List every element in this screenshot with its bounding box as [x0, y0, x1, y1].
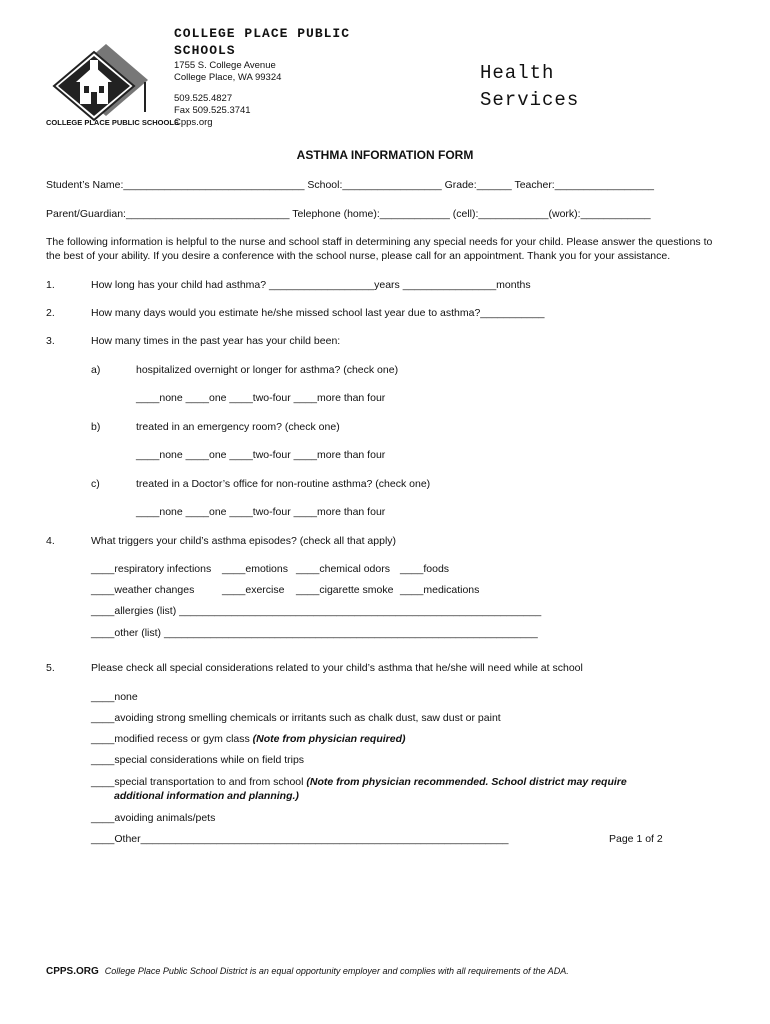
- phone-number: 509.525.4827: [174, 93, 233, 104]
- question-2[interactable]: How many days would you estimate he/she missed school last year due to asthma?___________: [91, 307, 545, 319]
- question-1-number: 1.: [46, 279, 55, 291]
- intro-line-2: the best of your ability. If you desire a conference with the school nurse, please call for an appointment. Thank you for your assistance.: [46, 250, 671, 262]
- footer: [46, 966, 569, 977]
- consideration-other[interactable]: ____Other_______________________________________________________________: [91, 833, 509, 845]
- organization-name: [174, 25, 350, 59]
- page-number: Page 1 of 2: [609, 833, 663, 845]
- question-4-number: 4.: [46, 535, 55, 547]
- question-3a-letter: a): [91, 364, 101, 376]
- question-3: How many times in the past year has your child been:: [91, 335, 341, 347]
- physician-required-note: (Note from physician required): [252, 733, 406, 745]
- city-state-zip: College Place, WA 99324: [174, 72, 282, 83]
- question-3a-options[interactable]: ____none ____one ____two-four ____more than four: [136, 392, 386, 404]
- physician-recommended-note: (Note from physician recommended. School district may require: [306, 776, 627, 788]
- address-block: [174, 60, 281, 84]
- question-3-number: 3.: [46, 335, 55, 347]
- consideration-avoid-chemicals[interactable]: ____avoiding strong smelling chemicals or irritants such as chalk dust, saw dust or paint: [91, 712, 501, 724]
- question-1[interactable]: How long has your child had asthma? __________________years ________________months: [91, 279, 531, 291]
- modified-recess-label: ____modified recess or gym class: [91, 733, 253, 745]
- trigger-allergies[interactable]: ____allergies (list) ______________________________________________________________: [91, 605, 542, 617]
- trigger-chemical-odors[interactable]: ____chemical odors: [296, 563, 390, 575]
- department-line-2: Services: [480, 89, 580, 111]
- question-3b: treated in an emergency room? (check one): [136, 421, 340, 433]
- trigger-exercise[interactable]: ____exercise: [222, 584, 285, 596]
- question-5: Please check all special considerations related to your child’s asthma that he/she will need while at school: [91, 662, 583, 674]
- fax-number: Fax 509.525.3741: [174, 105, 251, 116]
- trigger-respiratory[interactable]: ____respiratory infections: [91, 563, 212, 575]
- form-title: ASTHMA INFORMATION FORM: [296, 148, 474, 162]
- question-3b-options[interactable]: ____none ____one ____two-four ____more than four: [136, 449, 386, 461]
- org-name-line-1: COLLEGE PLACE PUBLIC: [174, 26, 351, 41]
- consideration-modified-recess[interactable]: [91, 733, 406, 745]
- question-4: What triggers your child’s asthma episodes? (check all that apply): [91, 535, 397, 547]
- footer-statement: College Place Public School District is an equal opportunity employer and complies with all requirements of the ADA.: [104, 966, 569, 976]
- trigger-medications[interactable]: ____medications: [400, 584, 480, 596]
- consideration-avoid-animals[interactable]: ____avoiding animals/pets: [91, 812, 216, 824]
- logo-caption: COLLEGE PLACE PUBLIC SCHOOLS: [46, 118, 179, 127]
- guardian-info-line[interactable]: Parent/Guardian:____________________________ Telephone (home):____________ (cell):____________(work):____________: [46, 208, 651, 220]
- contact-block: [174, 93, 251, 129]
- street-address: 1755 S. College Avenue: [174, 60, 276, 71]
- trigger-cigarette-smoke[interactable]: ____cigarette smoke: [296, 584, 394, 596]
- consideration-transportation[interactable]: [91, 776, 627, 788]
- student-info-line[interactable]: Student’s Name:_______________________________ School:_________________ Grade:______ Teacher:_________________: [46, 179, 655, 191]
- trigger-other[interactable]: ____other (list) ________________________________________________________________: [91, 627, 538, 639]
- question-2-number: 2.: [46, 307, 55, 319]
- trigger-emotions[interactable]: ____emotions: [222, 563, 288, 575]
- question-3c: treated in a Doctor’s office for non-routine asthma? (check one): [136, 478, 431, 490]
- transportation-label: ____special transportation to and from school: [91, 776, 307, 788]
- consideration-none[interactable]: ____none: [91, 691, 138, 703]
- question-3c-letter: c): [91, 478, 100, 490]
- department-line-1: Health: [480, 62, 555, 84]
- district-logo: [44, 42, 179, 132]
- consideration-field-trips[interactable]: ____special considerations while on field trips: [91, 754, 305, 766]
- question-3a: hospitalized overnight or longer for asthma? (check one): [136, 364, 399, 376]
- intro-line-1: The following information is helpful to the nurse and school staff in determining any special needs for your child. Please answer the questions to: [46, 236, 713, 248]
- transportation-note-line-2: additional information and planning.): [114, 790, 299, 802]
- org-name-line-2: SCHOOLS: [174, 43, 236, 58]
- footer-brand: CPPS.ORG: [46, 966, 99, 977]
- question-3c-options[interactable]: ____none ____one ____two-four ____more than four: [136, 506, 386, 518]
- question-5-number: 5.: [46, 662, 55, 674]
- website: Cpps.org: [174, 117, 213, 128]
- trigger-weather[interactable]: ____weather changes: [91, 584, 195, 596]
- trigger-foods[interactable]: ____foods: [400, 563, 450, 575]
- question-3b-letter: b): [91, 421, 101, 433]
